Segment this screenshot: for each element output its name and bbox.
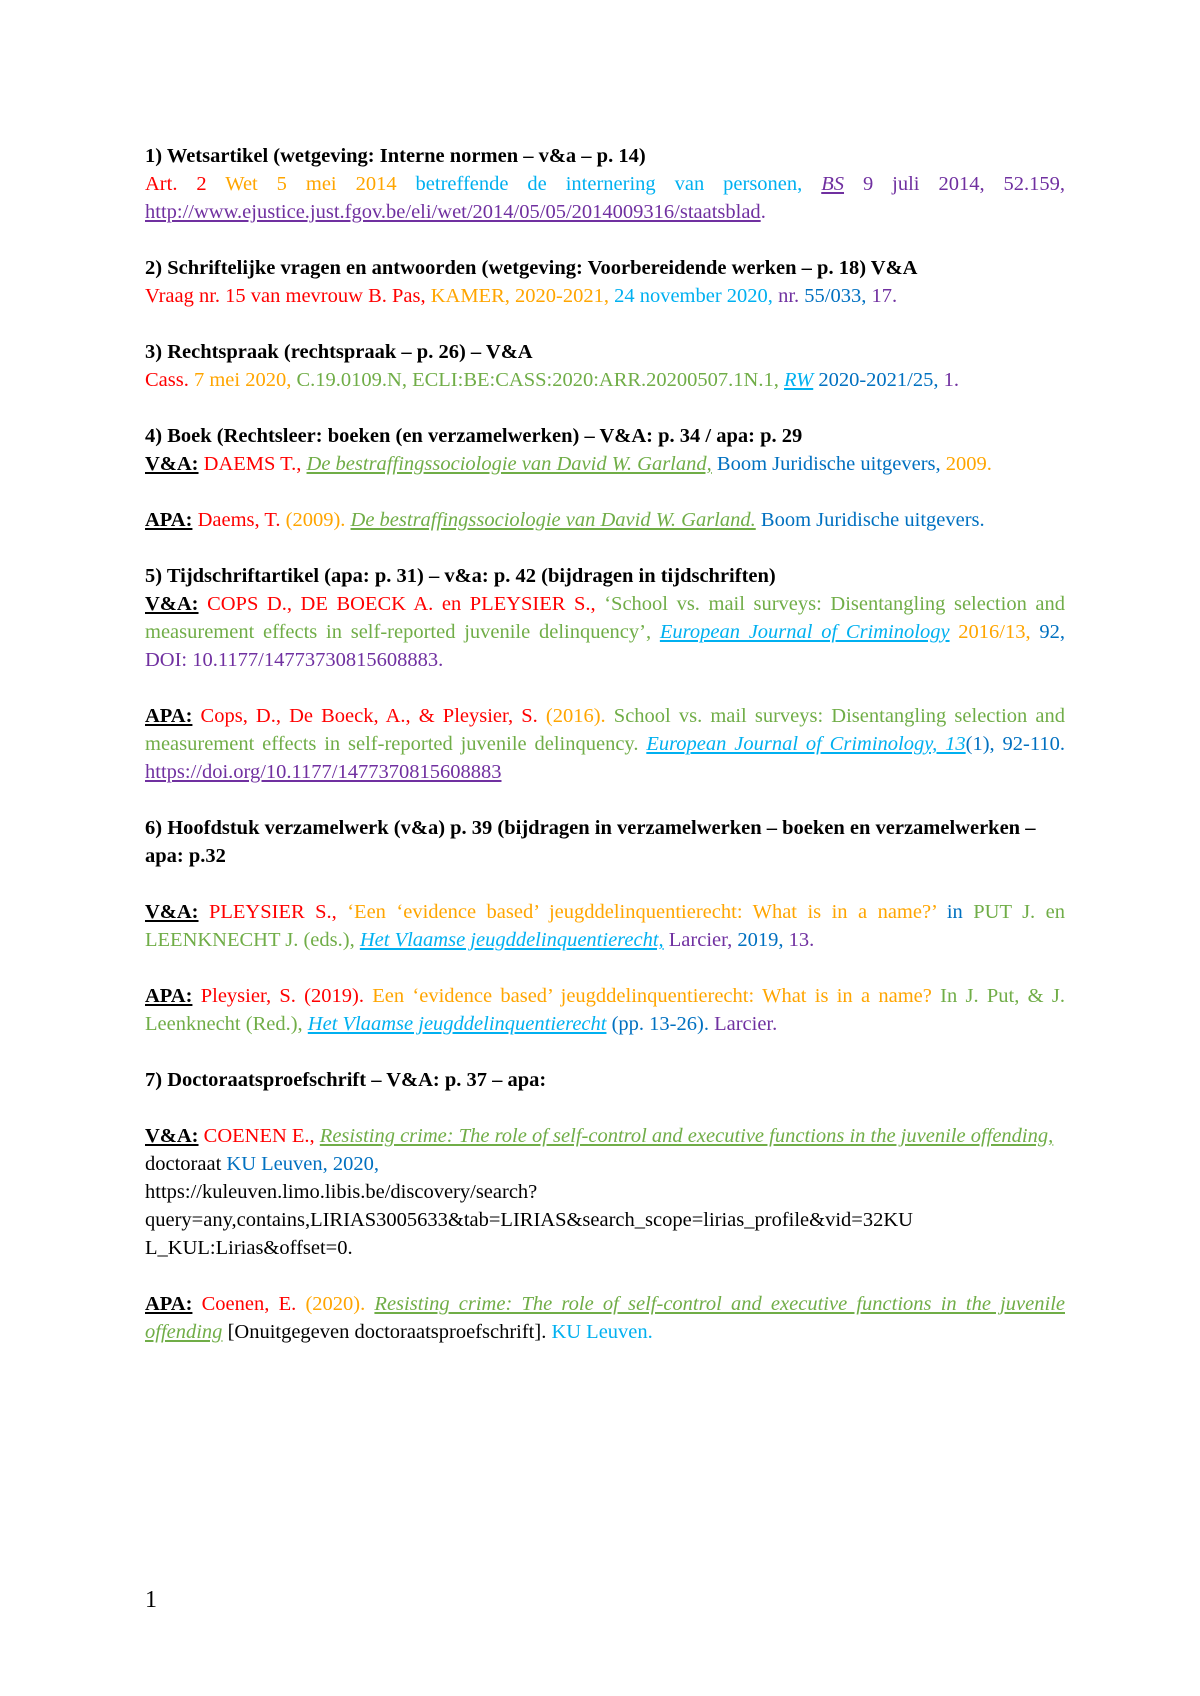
section-heading: 3) Rechtspraak (rechtspraak – p. 26) – V&A	[145, 341, 533, 363]
citation-issue: (1), 92-110.	[965, 733, 1065, 755]
va-label: V&A:	[145, 901, 199, 923]
va-label: V&A:	[145, 453, 199, 475]
citation-page: 17.	[871, 285, 898, 307]
citation-pages: (pp. 13-26).	[606, 1013, 715, 1035]
citation-doi: DOI: 10.1177/14773730815608883.	[145, 649, 444, 671]
citation	[145, 282, 1065, 310]
citation-type: [Onuitgegeven doctoraatsproefschrift].	[222, 1321, 552, 1343]
page-number: 1	[145, 1587, 157, 1613]
citation-author: Daems, T.	[192, 509, 286, 531]
citation-title: School vs. mail surveys: Disentangling selection and measurement effects in self-reported juvenile delinquency.	[145, 705, 1065, 755]
citation-title: ‘Een ‘evidence based’ jeugddelinquentierecht: What is in a name?’	[347, 901, 937, 923]
citation-apa	[145, 702, 1065, 786]
citation-univ: KU Leuven.	[551, 1321, 653, 1343]
citation-year: 2016/13,	[949, 621, 1040, 643]
citation-type: doctoraat	[145, 1153, 227, 1175]
citation-publisher: Boom Juridische uitgevers,	[711, 453, 946, 475]
citation-in: in	[936, 901, 974, 923]
citation-end: .	[760, 201, 766, 223]
section-heading: 2) Schriftelijke vragen en antwoorden (wetgeving: Voorbereidende werken – p. 18) V&A	[145, 257, 918, 279]
section-heading: 5) Tijdschriftartikel (apa: p. 31) – v&a: p. 42 (bijdragen in tijdschriften)	[145, 565, 776, 587]
citation-url-line[interactable]: L_KUL:Lirias&offset=0.	[145, 1237, 353, 1259]
citation-vraag: Vraag nr. 15 van mevrouw B. Pas,	[145, 285, 431, 307]
citation-va	[145, 1122, 1065, 1262]
citation-apa	[145, 1290, 1065, 1346]
citation-publisher: Boom Juridische uitgevers.	[755, 509, 985, 531]
citation-title: Een ‘evidence based’ jeugddelinquentierecht: What is in a name?	[372, 985, 941, 1007]
va-label: V&A:	[145, 1125, 199, 1147]
citation-year: 2009.	[945, 453, 992, 475]
apa-label: APA:	[145, 509, 193, 531]
citation-title: De bestraffingssociologie van David W. Garland.	[350, 509, 756, 531]
va-label: V&A:	[145, 593, 199, 615]
citation-page: 1.	[943, 369, 959, 391]
apa-label: APA:	[145, 1293, 193, 1315]
citation-url-line[interactable]: https://kuleuven.limo.libis.be/discovery/search?	[145, 1181, 538, 1203]
citation-book: Het Vlaamse jeugddelinquentierecht	[307, 1013, 607, 1035]
section-wetsartikel	[145, 142, 1065, 226]
section-boek	[145, 422, 1065, 534]
citation-nr-label: nr.	[778, 285, 805, 307]
citation-date: 7 mei 2020,	[188, 369, 292, 391]
section-heading: 7) Doctoraatsproefschrift – V&A: p. 37 – apa:	[145, 1069, 547, 1091]
apa-label: APA:	[145, 705, 193, 727]
citation-rw: RW	[783, 369, 814, 391]
apa-label: APA:	[145, 985, 193, 1007]
section-heading: 4) Boek (Rechtsleer: boeken (en verzamelwerken) – V&A: p. 34 / apa: p. 29	[145, 425, 803, 447]
citation-url-line[interactable]: query=any,contains,LIRIAS3005633&tab=LIRIAS&search_scope=lirias_profile&vid=32KU	[145, 1209, 913, 1231]
citation-title: betreffende de internering van personen,	[396, 173, 822, 195]
citation-journal: European Journal of Criminology, 13	[646, 733, 966, 755]
citation-authors: COPS D., DE BOECK A. en PLEYSIER S.,	[198, 593, 605, 615]
citation-author: Pleysier, S. (2019).	[192, 985, 373, 1007]
citation-kamer: KAMER, 2020-2021,	[430, 285, 615, 307]
citation	[145, 366, 1065, 394]
citation-author: Coenen, E.	[192, 1293, 306, 1315]
citation-date: 24 november 2020,	[614, 285, 779, 307]
citation-cass: Cass.	[145, 369, 189, 391]
citation	[145, 170, 1065, 226]
section-schriftelijke-vragen	[145, 254, 1065, 310]
citation-apa	[145, 506, 1065, 534]
citation-date: 9 juli 2014, 52.159,	[844, 173, 1066, 195]
citation-page: 13.	[788, 929, 815, 951]
section-heading: 6) Hoofdstuk verzamelwerk (v&a) p. 39 (bijdragen in verzamelwerken – boeken en verzamelwerken – apa: p.32	[145, 817, 1036, 867]
citation-in: In J. Put, & J. Leenknecht (Red.),	[145, 985, 1065, 1035]
citation-editors: PUT J. en LEENKNECHT J. (eds.),	[145, 901, 1065, 951]
section-heading: 1) Wetsartikel (wetgeving: Interne normen – v&a – p. 14)	[145, 145, 646, 167]
citation-univ: KU Leuven,	[226, 1153, 333, 1175]
citation-year: 2020,	[332, 1153, 379, 1175]
citation-year: (2016).	[545, 705, 614, 727]
citation-authors: Cops, D., De Boeck, A., & Pleysier, S.	[192, 705, 546, 727]
citation-apa	[145, 982, 1065, 1038]
section-doctoraatsproefschrift	[145, 1066, 1065, 1346]
citation-title: De bestraffingssociologie van David W. Garland,	[306, 453, 712, 475]
citation-journal: European Journal of Criminology	[659, 621, 950, 643]
citation-va	[145, 898, 1065, 954]
citation-year: (2009).	[285, 509, 351, 531]
section-tijdschriftartikel	[145, 562, 1065, 786]
citation-year: (2020).	[305, 1293, 375, 1315]
citation-page: 92,	[1039, 621, 1065, 643]
citation-rw-year: 2020-2021/25,	[813, 369, 944, 391]
citation-title: Resisting crime: The role of self-control and executive functions in the juvenile offending,	[319, 1125, 1054, 1147]
citation-va	[145, 590, 1065, 674]
citation-title: ‘School vs. mail surveys: Disentangling selection and measurement effects in self-reported juvenile delinquency’,	[145, 593, 1065, 643]
section-rechtspraak	[145, 338, 1065, 394]
citation-publisher: Larcier.	[714, 1013, 778, 1035]
citation-author: DAEMS T.,	[198, 453, 307, 475]
citation-title: Resisting crime: The role of self-control and executive functions in the juvenile offending	[145, 1293, 1065, 1343]
section-hoofdstuk-verzamelwerk	[145, 814, 1065, 1038]
citation-publisher: Larcier,	[663, 929, 738, 951]
citation-ids: C.19.0109.N, ECLI:BE:CASS:2020:ARR.20200507.1N.1,	[291, 369, 784, 391]
citation-book: Het Vlaamse jeugddelinquentierecht,	[359, 929, 664, 951]
citation-wet: Wet 5 mei 2014	[206, 173, 397, 195]
citation-doi-link[interactable]: https://doi.org/10.1177/1477370815608883	[145, 761, 502, 783]
citation-author: PLEYSIER S.,	[198, 901, 348, 923]
citation-nr: 55/033,	[804, 285, 872, 307]
citation-bs: BS	[821, 173, 845, 195]
citation-va	[145, 450, 1065, 478]
citation-art: Art. 2	[145, 173, 207, 195]
citation-url-link[interactable]: http://www.ejustice.just.fgov.be/eli/wet/2014/05/05/2014009316/staatsblad	[145, 201, 761, 223]
citation-year: 2019,	[737, 929, 789, 951]
citation-author: COENEN E.,	[198, 1125, 320, 1147]
document-content	[145, 142, 1065, 1346]
